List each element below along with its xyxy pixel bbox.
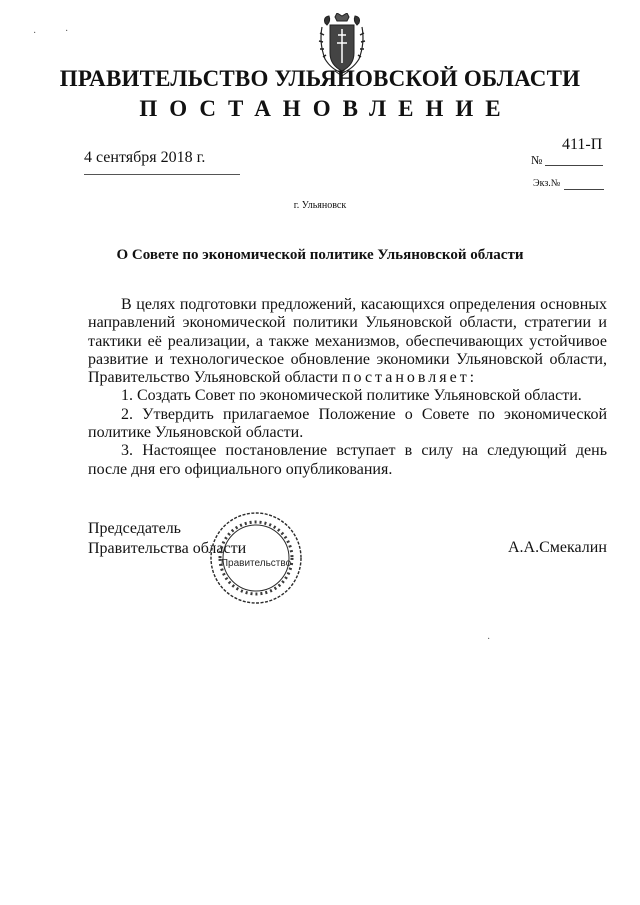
decree-word: постановляет: bbox=[341, 369, 478, 387]
document-type: ПОСТАНОВЛЕНИЕ bbox=[139, 96, 513, 121]
scan-speck: · bbox=[487, 634, 491, 645]
signatory-name: А.А.Смекалин bbox=[508, 539, 607, 556]
document-body bbox=[88, 296, 607, 479]
copy-label: Экз.№ bbox=[533, 178, 561, 189]
clause-1: 1. Создать Совет по экономической политике Ульяновской области. bbox=[121, 387, 582, 405]
clause-2: 2. Утвердить прилагаемое Положение о Совете по экономической политике Ульяновской области. bbox=[88, 405, 607, 442]
number-underline bbox=[545, 165, 603, 166]
document-date: 4 сентября 2018 г. bbox=[84, 149, 206, 166]
government-name: ПРАВИТЕЛЬСТВО УЛЬЯНОВСКОЙ ОБЛАСТИ bbox=[59, 66, 581, 91]
preamble-paragraph bbox=[88, 296, 607, 387]
official-stamp-icon bbox=[208, 510, 304, 606]
stamp-text: Правительство bbox=[220, 558, 292, 569]
scan-speck: · bbox=[65, 26, 69, 37]
signatory-position-line1: Председатель bbox=[88, 520, 181, 537]
document-number: 411-П bbox=[562, 136, 603, 153]
document-title: О Совете по экономической политике Ульяновской области bbox=[116, 247, 524, 263]
scan-speck: · bbox=[33, 28, 37, 39]
preamble-text: В целях подготовки предложений, касающихся определения основных направлений экономической политики Ульяновской области, стратегии и тактики её реализации, а также механизмов, обеспечивающих устойчивое развитие и технологическое обновление экономики Ульяновской области, Правительство Ульяновской области bbox=[88, 296, 607, 387]
copy-underline bbox=[564, 189, 604, 190]
date-underline bbox=[84, 174, 240, 175]
number-label: № bbox=[531, 153, 543, 167]
signatory-position-line2: Правительства области bbox=[88, 540, 247, 557]
clause-3: 3. Настоящее постановление вступает в силу на следующий день после дня его официального опубликования. bbox=[88, 442, 607, 478]
city: г. Ульяновск bbox=[293, 200, 347, 211]
